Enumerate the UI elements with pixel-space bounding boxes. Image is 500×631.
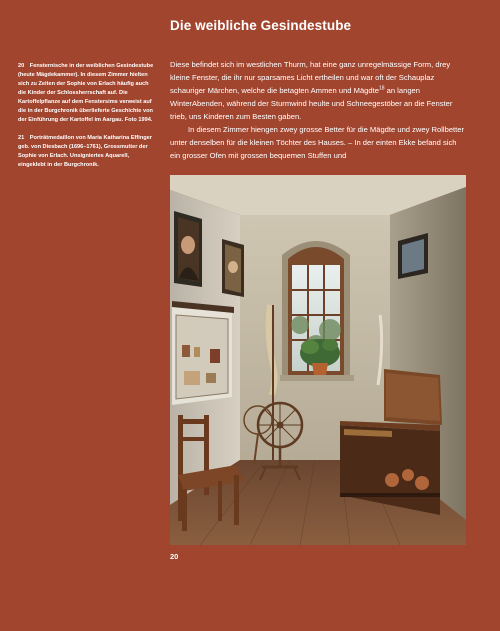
small-painting [222,239,244,297]
page-number: 20 [170,552,179,561]
footnote-marker: 18 [378,85,385,92]
caption-number: 21 [18,135,25,141]
body-paragraph-1 [170,58,466,123]
paragraph-text-end: an langen WinterAbenden, während der Sturmwind heulte und Schneegestöber an die Fenster trieb, uns Kinderen zum Besten gaben. [170,86,453,121]
caption-column [18,62,158,179]
right-wall-picture [398,233,428,279]
caption-20 [18,62,158,125]
portrait-painting [174,211,202,287]
room-photo [170,175,466,545]
caption-text: Porträtmedaillon von Maria Katharina Effinger geb. von Diesbach (1696–1761), Grossmutter der Sophie von Erlach. Unsigniertes Aquarell, eingeklebt in der Burgchronik. [18,135,152,168]
page-title: Die weibliche Gesindestube [170,18,352,33]
body-paragraph-2 [170,123,466,162]
caption-number: 20 [18,63,25,69]
room-photo-illustration [170,175,466,545]
paragraph-text: Diese befindet sich im westlichen Thurm, hat eine ganz unregelmässige Form, drey kleine Fenster, die ihr nur sparsames Licht ertheilen und war oft der Schauplaz schauriger Märchen, welche die betagten Ammen und Mägdte [170,60,451,95]
caption-text: Fensternische in der weiblichen Gesindestube (heute Mägdekammer). In diesem Zimmer hielten sich zu Zeiten der Sophie von Erlach häufig auch die Kinder der Schlossherrschaft auf. Die Kartoffelpflanze auf dem Fenstersims verweist auf die in der Burgchronik überlieferte Geschichte von der Einführung der Kartoffel im Aargau. Foto 1994. [18,63,154,123]
body-text [170,58,466,162]
paragraph-text: In diesem Zimmer hiengen zwey grosse Better für die Mägdte und zwey Rollbetter unter denselben für die kleinen Töchter des Hauses. – In der einten Ekke befand sich ein grosser Ofen mit grossen bequemen Stuffen und [170,125,465,160]
window-sill [280,375,354,381]
caption-21 [18,134,158,170]
doll-cabinet [172,301,234,405]
